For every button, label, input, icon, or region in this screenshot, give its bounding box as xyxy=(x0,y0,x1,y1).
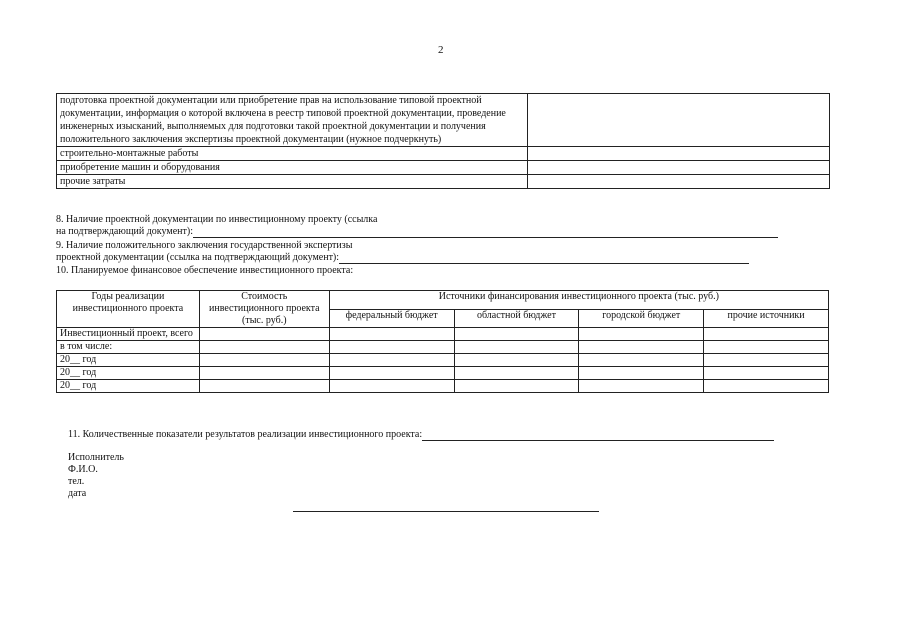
row-label: 20__ год xyxy=(57,354,200,367)
table-row xyxy=(57,175,830,189)
fill-line[interactable] xyxy=(339,254,749,264)
cost-item-other: прочие затраты xyxy=(57,175,528,189)
cost-value-cell xyxy=(528,161,830,175)
row-label: в том числе: xyxy=(57,341,200,354)
tel-label: тел. xyxy=(68,476,85,487)
cost-value-cell xyxy=(528,147,830,161)
fio-label: Ф.И.О. xyxy=(68,464,98,475)
paragraph-8: 8. Наличие проектной документации по инвестиционному проекту (ссылка на подтверждающий документ): xyxy=(56,214,778,238)
cost-item-equipment: приобретение машин и оборудования xyxy=(57,161,528,175)
table-row xyxy=(57,328,829,341)
paragraph-9: 9. Наличие положительного заключения государственной экспертизы проектной документации (ссылка на подтверждающий документ): xyxy=(56,240,749,264)
cost-item-design: подготовка проектной документации или приобретение прав на использование типовой проектной документации, информация о которой включена в реестр типовой проектной документации, проведение инженерных изысканий, выполняемых для подготовки такой проектной документации и получения положительного заключения экспертизы проектной документации (нужное подчеркнуть) xyxy=(57,94,528,147)
table-row xyxy=(57,94,830,147)
table-row xyxy=(57,341,829,354)
table-row xyxy=(57,367,829,380)
executor-label: Исполнитель xyxy=(68,452,124,463)
header-regional: областной бюджет xyxy=(454,309,579,328)
header-cost: Стоимость инвестиционного проекта (тыс. руб.) xyxy=(199,291,329,328)
signature-line xyxy=(293,511,599,512)
financing-table xyxy=(56,290,829,393)
header-years: Годы реализации инвестиционного проекта xyxy=(57,291,200,328)
paragraph-11: 11. Количественные показатели результатов реализации инвестиционного проекта: xyxy=(68,429,774,441)
header-federal: федеральный бюджет xyxy=(329,309,454,328)
header-city: городской бюджет xyxy=(579,309,704,328)
row-label: 20__ год xyxy=(57,367,200,380)
cost-item-construction: строительно-монтажные работы xyxy=(57,147,528,161)
signature-block xyxy=(68,452,124,500)
fill-line[interactable] xyxy=(193,228,778,238)
table-row xyxy=(57,147,830,161)
cost-value-cell xyxy=(528,94,830,147)
paragraph-10: 10. Планируемое финансовое обеспечение инвестиционного проекта: xyxy=(56,265,354,276)
row-label: Инвестиционный проект, всего xyxy=(57,328,200,341)
header-sources: Источники финансирования инвестиционного проекта (тыс. руб.) xyxy=(329,291,828,310)
page-number: 2 xyxy=(438,44,444,56)
row-label: 20__ год xyxy=(57,380,200,393)
table-row xyxy=(57,380,829,393)
table-row xyxy=(57,354,829,367)
date-label: дата xyxy=(68,488,87,499)
fill-line[interactable] xyxy=(422,431,774,441)
cost-items-table xyxy=(56,93,830,189)
cost-value-cell xyxy=(528,175,830,189)
header-other: прочие источники xyxy=(704,309,829,328)
table-row xyxy=(57,161,830,175)
